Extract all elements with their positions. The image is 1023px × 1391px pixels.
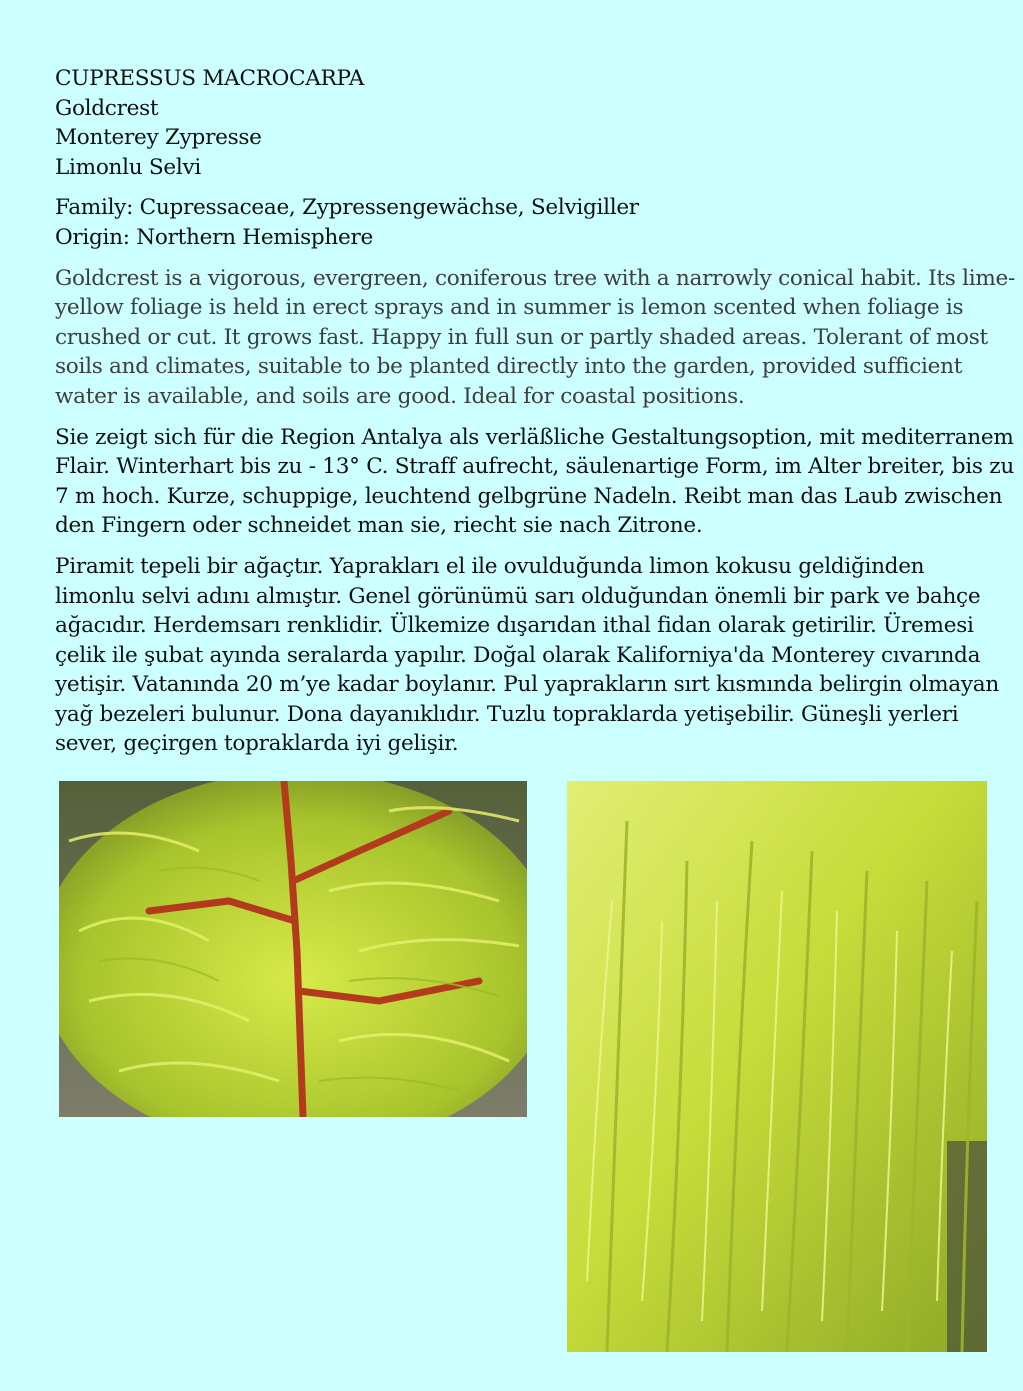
description-english: [55, 264, 1015, 412]
paragraph-line: Sie zeigt sich für die Region Antalya als verläßliche Gestaltungsoption, mit mediterranem: [55, 424, 1014, 450]
plant-names: [55, 64, 1000, 182]
german-name: Monterey Zypresse: [55, 125, 262, 151]
paragraph-line: yetişir. Vatanında 20 m’ye kadar boylanır. Pul yaprakların sırt kısmında belirgin olmayan: [55, 672, 999, 698]
paragraph-line: limonlu selvi adını almıştır. Genel görünümü sarı olduğundan önemli bir park ve bahçe: [55, 583, 981, 609]
description-turkish: [55, 552, 1000, 759]
origin-line: Origin: Northern Hemisphere: [55, 224, 373, 250]
foliage-closeup-photo: [59, 781, 527, 1117]
paragraph-line: soils and climates, suitable to be planted directly into the garden, provided sufficient: [55, 354, 963, 380]
paragraph-line: sever, geçirgen topraklarda iyi gelişir.: [55, 731, 459, 757]
paragraph-line: çelik ile şubat ayında seralarda yapılır. Doğal olarak Kaliforniya'da Monterey cıvarında: [55, 642, 981, 668]
foliage-sprays-image: [567, 781, 987, 1352]
paragraph-line: Flair. Winterhart bis zu - 13° C. Straff aufrecht, säulenartige Form, im Alter breiter, bis zu: [55, 454, 1014, 480]
turkish-name: Limonlu Selvi: [55, 154, 201, 180]
latin-name: CUPRESSUS MACROCARPA: [55, 66, 365, 91]
family-line: Family: Cupressaceae, Zypressengewächse, Selvigiller: [55, 195, 639, 221]
paragraph-line: den Fingern oder schneidet man sie, riecht sie nach Zitrone.: [55, 513, 703, 539]
paragraph-line: yağ bezeleri bulunur. Dona dayanıklıdır. Tuzlu topraklarda yetişebilir. Güneşli yerleri: [55, 701, 959, 727]
paragraph-line: 7 m hoch. Kurze, schuppige, leuchtend gelbgrüne Nadeln. Reibt man das Laub zwischen: [55, 483, 1003, 509]
paragraph-line: ağacıdır. Herdemsarı renklidir. Ülkemize dışarıdan ithal fidan olarak getirilir. Üremesi: [55, 613, 974, 639]
paragraph-line: Goldcrest is a vigorous, evergreen, coniferous tree with a narrowly conical habit. Its lime-: [55, 265, 1015, 291]
paragraph-line: yellow foliage is held in erect sprays and in summer is lemon scented when foliage is: [55, 295, 964, 321]
paragraph-line: crushed or cut. It grows fast. Happy in full sun or partly shaded areas. Tolerant of most: [55, 324, 988, 350]
document-text: [55, 64, 1015, 770]
description-german: [55, 423, 1014, 541]
cultivar-name: Goldcrest: [55, 95, 159, 121]
paragraph-line: water is available, and soils are good. Ideal for coastal positions.: [55, 383, 745, 409]
foliage-closeup-image: [59, 781, 527, 1117]
foliage-sprays-photo: [567, 781, 987, 1352]
plant-info: [55, 193, 1000, 252]
paragraph-line: Piramit tepeli bir ağaçtır. Yaprakları el ile ovulduğunda limon kokusu geldiğinden: [55, 553, 925, 579]
